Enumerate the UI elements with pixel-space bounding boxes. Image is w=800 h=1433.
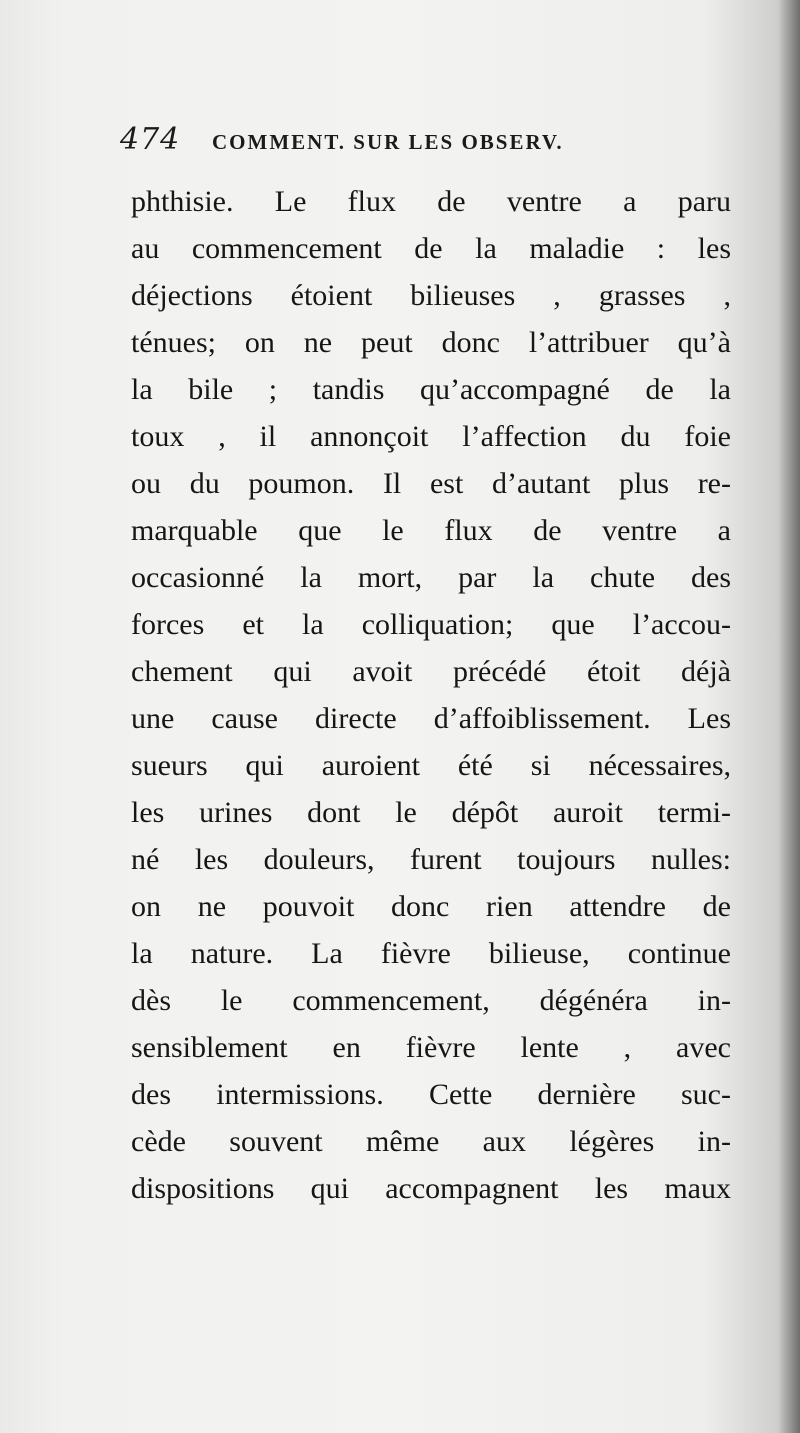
text-line: dès le commencement, dégénéra in- xyxy=(131,984,731,1017)
text-line: on ne pouvoit donc rien attendre de xyxy=(131,890,731,923)
text-line: cède souvent même aux légères in- xyxy=(131,1125,731,1158)
text-line: déjections étoient bilieuses , grasses , xyxy=(131,279,731,312)
text-line: ou du poumon. Il est d’autant plus re- xyxy=(131,467,731,500)
text-line: sueurs qui auroient été si nécessaires, xyxy=(131,749,731,782)
text-line: une cause directe d’affoiblissement. Les xyxy=(131,702,731,735)
page-edge-shadow xyxy=(778,0,800,1433)
body-text xyxy=(131,178,731,1212)
text-line: sensiblement en fièvre lente , avec xyxy=(131,1031,731,1064)
page-number: 474 xyxy=(120,122,181,157)
text-line: dispositions qui accompagnent les maux xyxy=(131,1172,731,1205)
text-line: des intermissions. Cette dernière suc- xyxy=(131,1078,731,1111)
text-line: né les douleurs, furent toujours nulles: xyxy=(131,843,731,876)
text-line: chement qui avoit précédé étoit déjà xyxy=(131,655,731,688)
text-line: au commencement de la maladie : les xyxy=(131,232,731,265)
text-line: forces et la colliquation; que l’accou- xyxy=(131,608,731,641)
text-line: la bile ; tandis qu’accompagné de la xyxy=(131,373,731,406)
text-line: phthisie. Le flux de ventre a paru xyxy=(131,185,731,218)
text-line: les urines dont le dépôt auroit termi- xyxy=(131,796,731,829)
text-line: la nature. La fièvre bilieuse, continue xyxy=(131,937,731,970)
text-line: occasionné la mort, par la chute des xyxy=(131,561,731,594)
text-line: toux , il annonçoit l’affection du foie xyxy=(131,420,731,453)
text-line: marquable que le flux de ventre a xyxy=(131,514,731,547)
page-header xyxy=(120,122,720,166)
running-head: COMMENT. SUR LES OBSERV. xyxy=(212,130,564,154)
text-line: ténues; on ne peut donc l’attribuer qu’à xyxy=(131,326,731,359)
